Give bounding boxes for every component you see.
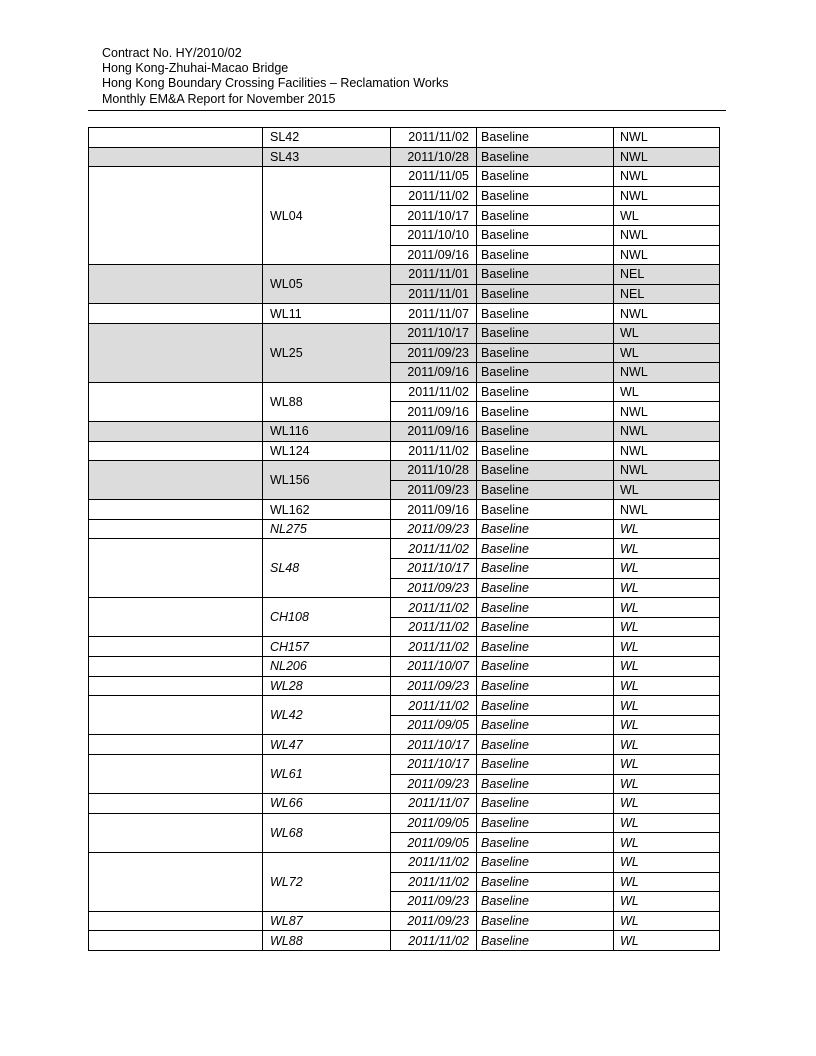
type-cell: Baseline: [477, 265, 614, 285]
type-cell: Baseline: [477, 559, 614, 579]
monitoring-table-body: [89, 128, 720, 951]
date-cell: 2011/09/16: [391, 363, 477, 383]
date-cell: 2011/09/23: [391, 343, 477, 363]
type-cell: Baseline: [477, 128, 614, 148]
blank-cell: [89, 167, 263, 265]
date-cell: 2011/09/16: [391, 421, 477, 441]
type-cell: Baseline: [477, 598, 614, 618]
works-title: Hong Kong Boundary Crossing Facilities – Reclamation Works: [102, 76, 449, 91]
type-cell: Baseline: [477, 461, 614, 481]
station-cell: WL156: [263, 461, 391, 500]
station-cell: WL28: [263, 676, 391, 696]
type-cell: Baseline: [477, 911, 614, 931]
type-cell: Baseline: [477, 343, 614, 363]
date-cell: 2011/09/16: [391, 245, 477, 265]
monitoring-table: [88, 127, 720, 951]
table-row: [89, 676, 720, 696]
table-row: [89, 167, 720, 187]
date-cell: 2011/09/23: [391, 519, 477, 539]
category-cell: WL: [614, 813, 720, 833]
blank-cell: [89, 852, 263, 911]
category-cell: WL: [614, 715, 720, 735]
type-cell: Baseline: [477, 715, 614, 735]
project-name: Hong Kong-Zhuhai-Macao Bridge: [102, 61, 289, 76]
category-cell: WL: [614, 559, 720, 579]
blank-cell: [89, 637, 263, 657]
category-cell: WL: [614, 578, 720, 598]
date-cell: 2011/09/23: [391, 480, 477, 500]
type-cell: Baseline: [477, 245, 614, 265]
table-row: [89, 755, 720, 775]
table-row: [89, 696, 720, 716]
table-row: [89, 657, 720, 677]
blank-cell: [89, 755, 263, 794]
date-cell: 2011/11/05: [391, 167, 477, 187]
station-cell: WL88: [263, 382, 391, 421]
type-cell: Baseline: [477, 852, 614, 872]
category-cell: NWL: [614, 402, 720, 422]
type-cell: Baseline: [477, 774, 614, 794]
blank-cell: [89, 696, 263, 735]
date-cell: 2011/11/02: [391, 382, 477, 402]
station-cell: CH157: [263, 637, 391, 657]
date-cell: 2011/11/02: [391, 441, 477, 461]
blank-cell: [89, 598, 263, 637]
date-cell: 2011/09/05: [391, 715, 477, 735]
category-cell: NWL: [614, 304, 720, 324]
table-row: [89, 735, 720, 755]
station-cell: NL206: [263, 657, 391, 677]
date-cell: 2011/11/01: [391, 265, 477, 285]
blank-cell: [89, 735, 263, 755]
blank-cell: [89, 676, 263, 696]
station-cell: WL42: [263, 696, 391, 735]
type-cell: Baseline: [477, 500, 614, 520]
type-cell: Baseline: [477, 480, 614, 500]
category-cell: NWL: [614, 461, 720, 481]
category-cell: WL: [614, 892, 720, 912]
category-cell: NWL: [614, 128, 720, 148]
date-cell: 2011/09/16: [391, 500, 477, 520]
date-cell: 2011/11/02: [391, 872, 477, 892]
type-cell: Baseline: [477, 735, 614, 755]
blank-cell: [89, 931, 263, 951]
category-cell: WL: [614, 794, 720, 814]
table-row: [89, 931, 720, 951]
type-cell: Baseline: [477, 186, 614, 206]
type-cell: Baseline: [477, 284, 614, 304]
category-cell: NWL: [614, 245, 720, 265]
type-cell: Baseline: [477, 696, 614, 716]
date-cell: 2011/10/17: [391, 755, 477, 775]
type-cell: Baseline: [477, 657, 614, 677]
type-cell: Baseline: [477, 304, 614, 324]
date-cell: 2011/09/05: [391, 813, 477, 833]
date-cell: 2011/09/23: [391, 774, 477, 794]
type-cell: Baseline: [477, 794, 614, 814]
type-cell: Baseline: [477, 872, 614, 892]
table-row: [89, 500, 720, 520]
station-cell: WL04: [263, 167, 391, 265]
date-cell: 2011/09/23: [391, 911, 477, 931]
type-cell: Baseline: [477, 813, 614, 833]
date-cell: 2011/11/02: [391, 696, 477, 716]
type-cell: Baseline: [477, 421, 614, 441]
category-cell: WL: [614, 852, 720, 872]
type-cell: Baseline: [477, 755, 614, 775]
type-cell: Baseline: [477, 441, 614, 461]
blank-cell: [89, 147, 263, 167]
type-cell: Baseline: [477, 382, 614, 402]
station-cell: WL61: [263, 755, 391, 794]
station-cell: WL11: [263, 304, 391, 324]
table-row: [89, 637, 720, 657]
category-cell: WL: [614, 755, 720, 775]
category-cell: WL: [614, 911, 720, 931]
type-cell: Baseline: [477, 363, 614, 383]
category-cell: NWL: [614, 363, 720, 383]
category-cell: NEL: [614, 284, 720, 304]
category-cell: NWL: [614, 225, 720, 245]
category-cell: WL: [614, 696, 720, 716]
date-cell: 2011/10/17: [391, 323, 477, 343]
category-cell: NWL: [614, 186, 720, 206]
type-cell: Baseline: [477, 833, 614, 853]
category-cell: WL: [614, 931, 720, 951]
type-cell: Baseline: [477, 147, 614, 167]
blank-cell: [89, 500, 263, 520]
table-row: [89, 265, 720, 285]
category-cell: WL: [614, 617, 720, 637]
type-cell: Baseline: [477, 167, 614, 187]
date-cell: 2011/09/23: [391, 578, 477, 598]
category-cell: NWL: [614, 441, 720, 461]
category-cell: WL: [614, 833, 720, 853]
category-cell: WL: [614, 382, 720, 402]
station-cell: WL116: [263, 421, 391, 441]
station-cell: WL25: [263, 323, 391, 382]
date-cell: 2011/11/02: [391, 852, 477, 872]
station-cell: WL47: [263, 735, 391, 755]
blank-cell: [89, 304, 263, 324]
category-cell: WL: [614, 343, 720, 363]
report-title: Monthly EM&A Report for November 2015: [102, 91, 336, 106]
date-cell: 2011/11/02: [391, 598, 477, 618]
table-row: [89, 519, 720, 539]
blank-cell: [89, 323, 263, 382]
category-cell: NWL: [614, 167, 720, 187]
table-row: [89, 794, 720, 814]
type-cell: Baseline: [477, 402, 614, 422]
category-cell: WL: [614, 206, 720, 226]
category-cell: NWL: [614, 421, 720, 441]
type-cell: Baseline: [477, 578, 614, 598]
date-cell: 2011/11/02: [391, 637, 477, 657]
table-row: [89, 461, 720, 481]
table-row: [89, 813, 720, 833]
type-cell: Baseline: [477, 676, 614, 696]
date-cell: 2011/10/28: [391, 461, 477, 481]
category-cell: WL: [614, 539, 720, 559]
type-cell: Baseline: [477, 637, 614, 657]
date-cell: 2011/10/17: [391, 206, 477, 226]
category-cell: WL: [614, 774, 720, 794]
station-cell: WL124: [263, 441, 391, 461]
table-row: [89, 128, 720, 148]
station-cell: WL72: [263, 852, 391, 911]
category-cell: NWL: [614, 147, 720, 167]
header-divider: [88, 110, 726, 111]
station-cell: WL66: [263, 794, 391, 814]
blank-cell: [89, 265, 263, 304]
table-row: [89, 539, 720, 559]
contract-number: Contract No. HY/2010/02: [102, 46, 242, 60]
type-cell: Baseline: [477, 539, 614, 559]
category-cell: WL: [614, 519, 720, 539]
date-cell: 2011/09/23: [391, 892, 477, 912]
type-cell: Baseline: [477, 892, 614, 912]
date-cell: 2011/11/02: [391, 128, 477, 148]
blank-cell: [89, 911, 263, 931]
date-cell: 2011/10/17: [391, 735, 477, 755]
blank-cell: [89, 441, 263, 461]
date-cell: 2011/10/28: [391, 147, 477, 167]
station-cell: WL162: [263, 500, 391, 520]
date-cell: 2011/09/05: [391, 833, 477, 853]
station-cell: SL48: [263, 539, 391, 598]
category-cell: WL: [614, 676, 720, 696]
station-cell: WL05: [263, 265, 391, 304]
page-header: [102, 46, 722, 107]
date-cell: 2011/11/02: [391, 539, 477, 559]
table-row: [89, 304, 720, 324]
category-cell: WL: [614, 657, 720, 677]
category-cell: WL: [614, 598, 720, 618]
category-cell: WL: [614, 872, 720, 892]
date-cell: 2011/11/02: [391, 186, 477, 206]
station-cell: CH108: [263, 598, 391, 637]
blank-cell: [89, 813, 263, 852]
blank-cell: [89, 128, 263, 148]
station-cell: WL88: [263, 931, 391, 951]
blank-cell: [89, 519, 263, 539]
table-row: [89, 441, 720, 461]
type-cell: Baseline: [477, 931, 614, 951]
date-cell: 2011/10/10: [391, 225, 477, 245]
table-row: [89, 421, 720, 441]
date-cell: 2011/09/23: [391, 676, 477, 696]
category-cell: WL: [614, 480, 720, 500]
table-row: [89, 911, 720, 931]
category-cell: WL: [614, 323, 720, 343]
type-cell: Baseline: [477, 323, 614, 343]
blank-cell: [89, 657, 263, 677]
station-cell: NL275: [263, 519, 391, 539]
date-cell: 2011/09/16: [391, 402, 477, 422]
date-cell: 2011/11/02: [391, 931, 477, 951]
category-cell: WL: [614, 735, 720, 755]
date-cell: 2011/11/02: [391, 617, 477, 637]
category-cell: NWL: [614, 500, 720, 520]
station-cell: SL43: [263, 147, 391, 167]
type-cell: Baseline: [477, 225, 614, 245]
blank-cell: [89, 461, 263, 500]
type-cell: Baseline: [477, 519, 614, 539]
station-cell: WL87: [263, 911, 391, 931]
category-cell: WL: [614, 637, 720, 657]
blank-cell: [89, 421, 263, 441]
type-cell: Baseline: [477, 617, 614, 637]
blank-cell: [89, 794, 263, 814]
table-row: [89, 598, 720, 618]
station-cell: WL68: [263, 813, 391, 852]
date-cell: 2011/11/07: [391, 304, 477, 324]
table-row: [89, 147, 720, 167]
date-cell: 2011/11/07: [391, 794, 477, 814]
date-cell: 2011/10/17: [391, 559, 477, 579]
blank-cell: [89, 382, 263, 421]
category-cell: NEL: [614, 265, 720, 285]
table-row: [89, 382, 720, 402]
date-cell: 2011/10/07: [391, 657, 477, 677]
table-row: [89, 323, 720, 343]
date-cell: 2011/11/01: [391, 284, 477, 304]
type-cell: Baseline: [477, 206, 614, 226]
blank-cell: [89, 539, 263, 598]
station-cell: SL42: [263, 128, 391, 148]
table-row: [89, 852, 720, 872]
